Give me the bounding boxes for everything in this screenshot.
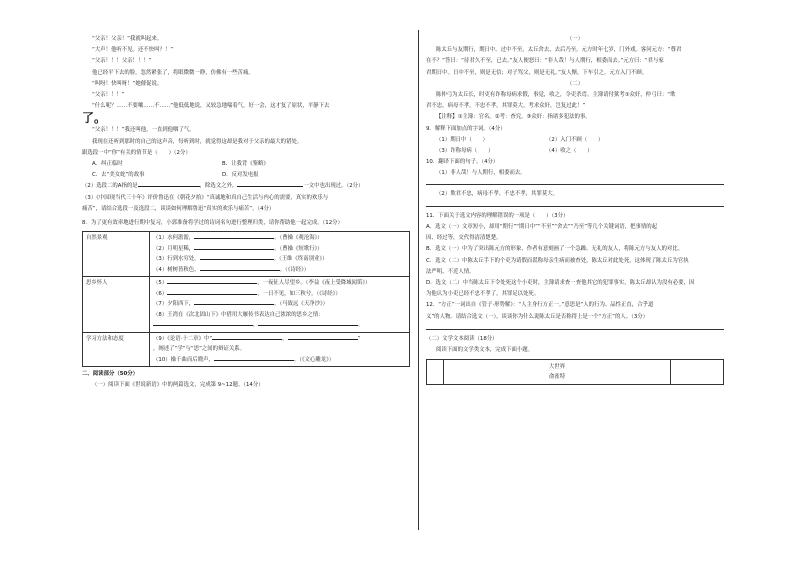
passage-line: 君不忠，病母不孝，不忠不孝，其罪莫大。考求众奸，岂复过此！” [426, 103, 586, 110]
option-b[interactable]: B．让我背《鉴略》 [222, 161, 269, 168]
answer-blank[interactable] [194, 233, 274, 239]
source-text-table [426, 359, 724, 385]
passage-line: 陈仲弓为太丘长，时吏有诈称母病求假，事觉，收之，令吏杀焉。主簿请付狱考①众奸，仲弓曰：“欺 [436, 92, 676, 99]
passage-line: 君期日中。日中不至，则是无信；对子骂父，则是无礼。”友人惭，下车引之。元方入门不顾。 [426, 69, 648, 76]
story-line: 我现在还听到那时的自己的这声音，每听到时，就觉得这却是我对于父亲的最大的错处。 [92, 138, 303, 145]
option-c[interactable]: C．去“美女蛇”的故事 [92, 172, 145, 179]
option-c[interactable]: C．选文（二）中陈太丘手下的个吏为请假而谎称母亲生病而被查处，陈太丘对此处死，这体现了陈太丘为官执 [426, 257, 689, 264]
passage-line: 陈太丘与友期行，期日中。过中不至，太丘舍去，去后乃至。元方时年七岁，门外戏。客问元方：“尊君 [436, 47, 682, 54]
question-9-items: （1）期日中（ ） （2）入门不顾（ ） [436, 136, 604, 143]
answer-blank[interactable] [258, 320, 358, 326]
story-line: “父亲！！！” [92, 92, 125, 99]
answer-blank[interactable] [214, 355, 294, 361]
passage-line: 在不？”答曰：“待君久不至，已去。”友人便怒曰：“非人哉！与人期行，相委而去。”元方曰：“君与家 [426, 58, 664, 65]
left-column [82, 34, 410, 392]
passage-1-heading: （一） [566, 36, 584, 42]
option-d-cont: 为他认为小吏已经不忠不孝了，其罪足以处死。 [426, 291, 540, 298]
question-2 [82, 181, 410, 192]
annotation-note: 【注释】①主簿：官名。②考：查究。③众奸：指诸多犯法的事。 [436, 114, 591, 121]
entries-cell: （9）《论语·十二章》中“ ， ” ，阐述了“学”与“思”之间的辩证关系。 （10）操千曲而后晓声， 。（《文心雕龙》） [150, 332, 410, 367]
question-1-options [82, 170, 410, 181]
option-a[interactable]: A．选文（一）文章短小，却用“期行”“期日中”“不至”“舍去”“乃至”等几个关键词语，把事情的起 [426, 224, 658, 231]
option-b[interactable]: B．选文（一）中为了突出陈元方的形象，作者有意刻画了一个急躁、无礼的友人，将陈元方与友人的对比。 [426, 246, 684, 253]
question-8: 8．为了更有效率地进行期中复习，小郭准备将学过的诗词名句进行整理归类，请你帮助他一起完成。（12分） [82, 220, 343, 227]
question-2-text: 一文中也出现过。（2分） [303, 183, 364, 190]
answer-blank[interactable] [138, 181, 200, 187]
section-instruction: （一）阅读下面《世说新语》中的两篇选文，完成第 9~12题。（14分） [92, 382, 264, 389]
story-line: 他已经平下去的脸，忽然紧张了，将眼微微一睁，仿佛有一些苦痛。 [92, 69, 254, 76]
source-title-cell [444, 360, 671, 385]
story-line: “什么呢？……不要嚷……不……”他低低地说，又较急地喘着气，好一会，这才复了原状，平静下去 [92, 103, 330, 110]
option-d[interactable]: D．选文（二）中当陈太丘下令处死这个小吏时，主簿请求查一查他其它的犯罪事实，陈太丘却认为没有必要，因 [426, 280, 695, 287]
table-row [427, 360, 724, 385]
question-10-item: （1）非人哉！与人期行，相委而去。 [436, 170, 526, 177]
passage-2-heading: （二） [566, 80, 584, 87]
story-line: “父亲！父亲！”我就叫起来。 [92, 36, 163, 42]
column-divider [418, 30, 419, 530]
question-9-items: （3）诈称母病（ ） （4）收之（ ） [436, 148, 593, 155]
question-2-text: （2）选段二的A指的是 [82, 183, 138, 190]
section-heading: （二）文学文本阅读（18分） [426, 335, 498, 342]
source-author: 俞雀特 [548, 374, 566, 381]
entries-cell: （1）水何澹澹， 。（曹操《观沧海》） （2）月明星稀， 。（曹操《短歌行》） （3）行到水穷处， 。（王维《终南别业》） （4）树树皆秋色， 。（《诗经》） [150, 232, 410, 277]
answer-blank[interactable] [167, 289, 257, 295]
option-a-cont: 因、经过等，交代得清清楚楚。 [426, 235, 502, 242]
right-column [426, 34, 724, 385]
question-12: 12．“方正”一词出自《管子·形势解》：“人主身行方正一。”意思是“人的行为、品性正直，合乎道 [426, 302, 654, 309]
story-line: “大声！他听不见。还不快叫？！” [92, 47, 174, 54]
question-3: （3）《中国现当代三十年》评价鲁迅在《朝花夕拾》“真诚地和真自己生活与内心的需要，真实的欢乐与 [82, 194, 329, 201]
question-11: 11．下面关于选文内容的理解错误的一项是（ ）（3分） [426, 212, 569, 219]
answer-line[interactable] [426, 206, 724, 207]
poetry-review-table [82, 231, 410, 367]
question-2-text: ，除选文之外， [199, 183, 238, 190]
table-row [83, 332, 410, 367]
table-row [83, 232, 410, 277]
source-title: 大世界 [548, 364, 566, 371]
table-cell [427, 360, 444, 385]
question-10: 10．翻译下面的句子。（4分） [426, 159, 499, 166]
story-line-large: 了。 [82, 111, 107, 126]
answer-blank[interactable] [194, 244, 274, 250]
question-1-title: 跟选段一中“你”有关的情节是（ ）（2分） [82, 149, 191, 156]
section-instruction: 阅读下面的文学类文本，完成下面小题。 [436, 347, 534, 354]
question-3: 痛苦”，请结合选段一及选段二，谈谈如何理解鲁迅“真实的欢乐与痛苦”。（4分） [82, 205, 275, 212]
answer-blank[interactable] [194, 299, 274, 305]
answer-blank[interactable] [153, 320, 253, 326]
story-line: “叫呀！快叫呀！”她催促说。 [92, 80, 163, 87]
answer-blank[interactable] [237, 181, 303, 187]
story-line: “父亲！！！父亲！！！” [92, 58, 152, 65]
category-cell: 思乡怀人 [83, 277, 150, 333]
option-d[interactable]: D．反对发电报 [222, 172, 259, 179]
question-10-item: （2）欺君不忠，病母不孝。不忠不孝，其罪莫大。 [436, 190, 559, 197]
table-cell [671, 360, 724, 385]
answer-line[interactable] [426, 329, 724, 330]
story-line: “父亲！！！”我还叫他，一直到他咽了气。 [92, 127, 195, 134]
question-1-options [82, 159, 410, 170]
answer-blank[interactable] [167, 278, 257, 284]
answer-blank[interactable] [200, 254, 274, 260]
question-12: 义”的人物。请结合选文（一），谈谈你为什么说陈太丘是否称得上是一个“方正”的人。（3分） [426, 313, 649, 320]
option-c-cont: 法严明、不近人情。 [426, 268, 475, 275]
answer-line[interactable] [426, 184, 724, 185]
category-cell: 学习方法和态度 [83, 332, 150, 367]
answer-blank[interactable] [200, 265, 280, 271]
answer-blank[interactable] [288, 334, 358, 340]
category-cell: 自然景观 [83, 232, 150, 277]
entries-cell: （5） ，一夜征人尽望乡。（李益《夜上受降城闻笛》） （6） ，一日不见，如三秋兮。（《诗经》） （7）夕阳西下， 。（马致远《天净沙》） （8）王湾在《次北固山下》中借用大雁传书表达自己浓浓的思乡之情： ， 。 [150, 277, 410, 333]
table-row [83, 277, 410, 333]
option-a[interactable]: A．纠正临时 [92, 161, 123, 168]
question-9: 9．解释下面加点的字词。（4分） [426, 125, 506, 132]
answer-blank[interactable] [212, 334, 282, 340]
section-heading: 二、阅读部分（50分） [82, 371, 139, 378]
